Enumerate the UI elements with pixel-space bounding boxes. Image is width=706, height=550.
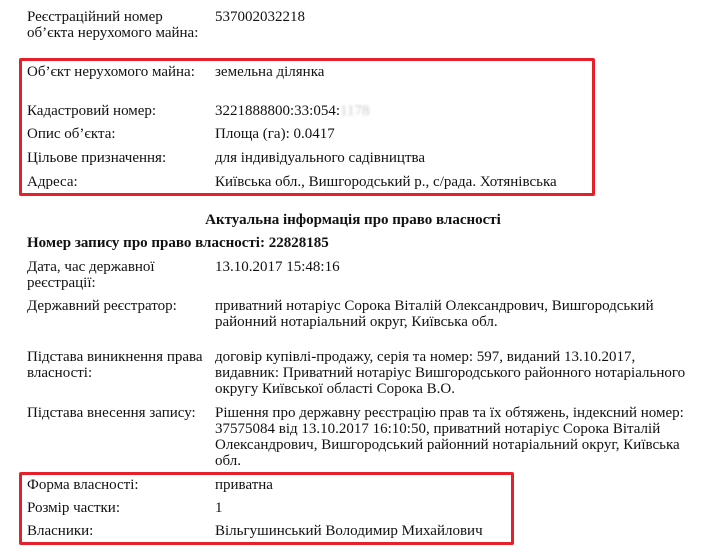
date-value: 13.10.2017 15:48:16 <box>215 259 340 275</box>
purpose-label: Цільове призначення: <box>27 150 167 166</box>
reg-number-label: Реєстраційний номер об’єкта нерухомого майна: <box>27 9 199 41</box>
basis-value: договір купівлі-продажу, серія та номер: 597, виданий 13.10.2017, видавник: Приватний нотаріус Вишгородського районного нотаріального округу Київської області Сорока В.О. <box>215 349 686 397</box>
reg-number-value: 537002032218 <box>215 9 305 25</box>
cadastral-value <box>215 103 695 119</box>
entry-basis-label: Підстава внесення запису: <box>27 405 196 421</box>
cadastral-redacted: 1178 <box>340 103 370 119</box>
date-label: Дата, час державної реєстрації: <box>27 259 155 291</box>
cadastral-number: 3221888800:33:054: <box>215 103 341 119</box>
share-value: 1 <box>215 500 223 516</box>
owners-label: Власники: <box>27 523 94 539</box>
cadastral-label: Кадастровий номер: <box>27 103 157 119</box>
owners-value: Вільгушинський Володимир Михайлович <box>215 523 483 539</box>
object-type-value: земельна ділянка <box>215 64 325 80</box>
object-type-label: Об’єкт нерухомого майна: <box>27 64 195 80</box>
description-label: Опис об’єкта: <box>27 126 116 142</box>
form-value: приватна <box>215 477 273 493</box>
record-number: Номер запису про право власності: 22828185 <box>27 235 329 251</box>
entry-basis-value: Рішення про державну реєстрацію прав та їх обтяжень, індексний номер: 37575084 від 13.10.2017 16:10:50, приватний нотаріус Сорока Віталій Олександрович, Вишгородський районний нотаріальний округ, Київська обл. <box>215 405 684 469</box>
description-value: Площа (га): 0.0417 <box>215 126 335 142</box>
purpose-value: для індивідуального садівництва <box>215 150 426 166</box>
section-title: Актуальна інформація про право власності <box>205 212 501 228</box>
address-value: Київська обл., Вишгородський р., с/рада. Хотянівська <box>215 174 557 190</box>
registrar-value: приватний нотаріус Сорока Віталій Олександрович, Вишгородський районний нотаріальний округ, Київська обл. <box>215 298 654 330</box>
basis-label: Підстава виникнення права власності: <box>27 349 203 381</box>
form-label: Форма власності: <box>27 477 139 493</box>
share-label: Розмір частки: <box>27 500 120 516</box>
registrar-label: Державний реєстратор: <box>27 298 177 314</box>
address-label: Адреса: <box>27 174 78 190</box>
